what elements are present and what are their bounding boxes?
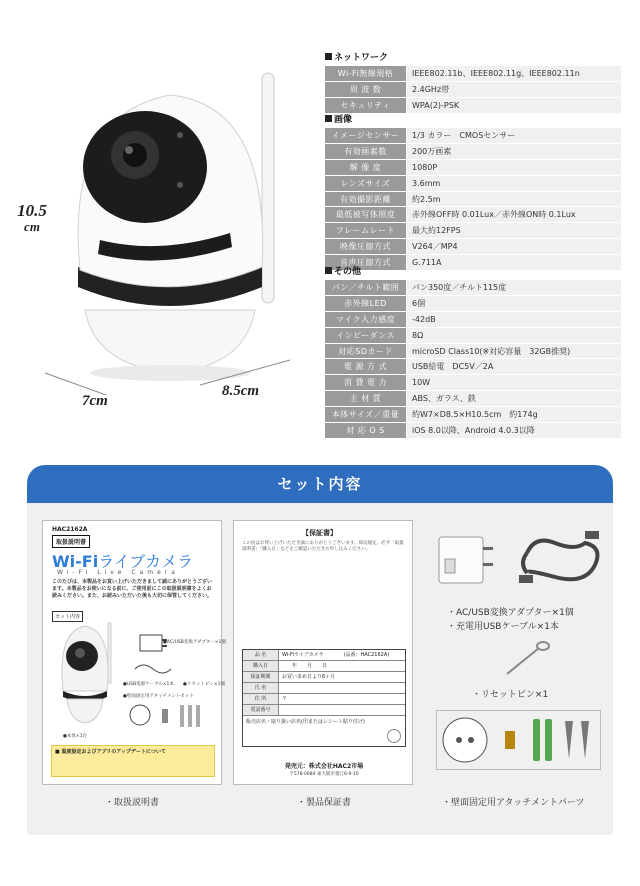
spec-key: 電 源 方 式 [325,359,406,374]
spec-row [325,176,621,192]
manual-item-pin: ●リセットピン×1個 [183,682,226,687]
spec-row [325,66,621,82]
spec-key: 本体サイズ／重量 [325,407,406,422]
attachment-caption: ・壁面固定用アタッチメントパーツ [442,798,585,808]
spec-key: フレームレート [325,223,406,238]
warranty-field-value: 年 月 日 [282,663,328,669]
manual-caption: ・取扱説明書 [105,798,160,808]
attachment-box [436,710,601,770]
spec-key: 対 応 O S [325,423,406,438]
spec-value: パン350度／チルト115度 [406,280,621,295]
reset-pin-icon [497,640,557,680]
warranty-shop-label: 販売店名・取り扱い店名(印またはレシート貼り付け) [246,719,365,725]
warranty-text: この度はお買い上げいただき誠にありがとうございます。保証規定、必ず「取扱説明書」「購入日」などをご確認いただきお申し込みください。 [242,541,404,552]
spec-row [325,239,621,255]
warranty-field-value: Wi-Fiライブカメラ (品番：HAC2162A) [282,652,390,658]
spec-key: セキュリティ [325,98,406,113]
spec-key: 映像圧縮方式 [325,239,406,254]
spec-value: -42dB [406,312,621,327]
spec-value: USB給電 DC5V／2A [406,359,621,374]
spec-row [325,407,621,423]
spec-key: レンズサイズ [325,176,406,191]
spec-row [325,128,621,144]
spec-value: ABS、ガラス、鉄 [406,391,621,406]
spec-image-title: 画像 [334,115,353,125]
warranty-field-label: 購入日 [243,661,279,671]
spec-row [325,375,621,391]
warranty-caption: ・製品保証書 [297,798,352,808]
spec-image [325,114,621,271]
spec-row [325,296,621,312]
manual-model: HAC2162A [52,526,88,533]
height-dimension [12,203,52,235]
spec-key: 赤外線LED [325,296,406,311]
spec-row [325,280,621,296]
manual-tag: 取扱説明書 [52,535,90,548]
manual-note: ■ 温度設定およびアプリのアップデートについて [51,745,215,777]
spec-value: 約2.5m [406,192,621,207]
cable-caption: ・充電用USBケーブル×1本 [447,622,559,632]
spec-row [325,423,621,439]
spec-value: 赤外線OFF時 0.01Lux／赤外線ON時 0.1Lux [406,207,621,222]
warranty-field-value [279,705,405,715]
accessories-image [435,525,605,595]
spec-key: 最低被写体照度 [325,207,406,222]
spec-value: 10W [406,375,621,390]
camera-image [40,55,300,395]
manual-document [42,520,226,785]
spec-key: 主 材 質 [325,391,406,406]
spec-value: 1/3 カラー CMOSセンサー [406,128,621,143]
manual-title-wifi: Wi-Fi [52,552,99,571]
spec-key: 音声圧縮方式 [325,255,406,270]
spec-row [325,192,621,208]
spec-row [325,144,621,160]
spec-key: イメージセンサー [325,128,406,143]
warranty-field-label: 品 名 [243,650,279,660]
manual-subtitle: Wi-Fi Live Camera [57,569,179,576]
warranty-field-label: 保証期間 [243,672,279,682]
width-dimension: 7cm [82,393,108,409]
manual-camera-image [55,621,115,731]
warranty-shop [243,716,405,746]
warranty-title: 【保証書】 [302,529,337,537]
depth-dimension: 8.5cm [222,383,260,399]
antenna [262,73,274,303]
spec-value: V264／MP4 [406,239,621,254]
spec-key: 消 費 電 力 [325,375,406,390]
stamp-circle [387,729,401,743]
warranty-address: 〒578-0984 東大阪市菱江6-9-10 [289,772,359,777]
spec-value: 最大約12FPS [406,223,621,238]
spec-key: 解 像 度 [325,160,406,175]
table-row [243,705,405,716]
manual-item-mount: ●壁面固定用アタッチメントセット [123,694,194,699]
table-row [243,661,405,672]
spec-value: 6個 [406,296,621,311]
spec-row [325,223,621,239]
table-row [243,650,405,661]
manual-mount-icon [128,701,208,731]
spec-value: iOS 8.0以降、Android 4.0.3以降 [406,423,621,438]
manual-item-body: ●本体×1台 [63,734,88,739]
spec-key: パン／チルト範囲 [325,280,406,295]
warranty-document [233,520,413,785]
warranty-field-value: 〒 [282,696,288,702]
manual-title-rest: ライブカメラ [98,552,194,571]
spec-value: 3.6mm [406,176,621,191]
spec-value: 約W7×D8.5×H10.5cm 約174g [406,407,621,422]
manual-intro: このたびは、本製品をお買い上げいただきまして誠にありがとうございます。本製品をお使いになる前に、ご使用前にこの取扱説明書をよくお読みください。また、お読みいただいた後も大切に保管してください。 [52,579,213,599]
set-contents-panel [27,465,613,835]
warranty-seller: 発売元：株式会社HAC2市場 [284,763,364,770]
spec-row [325,391,621,407]
spec-row [325,359,621,375]
attachment-parts-image [437,711,600,769]
spec-key: インピーダンス [325,328,406,343]
spec-key: 有効撮影距離 [325,192,406,207]
spec-value: G.711A [406,255,621,270]
spec-row [325,98,621,114]
adapter-caption: ・AC/USB変換アダプター×1個 [447,608,574,618]
spec-value: 8Ω [406,328,621,343]
warranty-field-value: お買い求め日より6ヶ月 [282,674,336,680]
spec-value: 1080P [406,160,621,175]
spec-row [325,160,621,176]
warranty-field-value [279,683,405,693]
warranty-field-label: 住 所 [243,694,279,704]
spec-row [325,207,621,223]
spec-network-title: ネットワーク [334,53,389,63]
manual-cable-icon [133,659,173,679]
spec-value: 2.4GHz帯 [406,82,621,97]
spec-network [325,52,621,114]
manual-item-cable: ●USB電源ケーブル×1本 [123,682,174,687]
height-value: 10.5 [17,201,47,220]
table-row [243,694,405,705]
warranty-field-label: 電話番号 [243,705,279,715]
table-row [243,683,405,694]
manual-section-label: セット内容 [52,611,83,622]
spec-row [325,328,621,344]
height-unit: cm [24,219,40,234]
spec-value: 200万画素 [406,144,621,159]
spec-row [325,312,621,328]
spec-value: IEEE802.11b、IEEE802.11g、IEEE802.11n [406,66,621,81]
table-row [243,672,405,683]
reset-pin-caption: ・リセットピン×1 [472,690,549,700]
manual-item-adapter: ●AC/USB変換アダプター×1個 [163,640,226,645]
spec-key: マイク入力感度 [325,312,406,327]
spec-other-title: その他 [334,267,362,277]
spec-row [325,344,621,360]
spec-key: Wi-Fi無線規格 [325,66,406,81]
spec-key: 有効画素数 [325,144,406,159]
spec-key: 対応SDカード [325,344,406,359]
spec-row [325,82,621,98]
set-contents-header: セット内容 [27,465,613,503]
spec-key: 周 波 数 [325,82,406,97]
spec-other [325,266,621,439]
warranty-table [242,649,406,747]
spec-value: WPA(2)-PSK [406,98,621,113]
warranty-field-label: 氏 名 [243,683,279,693]
spec-value: microSD Class10(※対応容量 32GB推奨) [406,344,621,359]
